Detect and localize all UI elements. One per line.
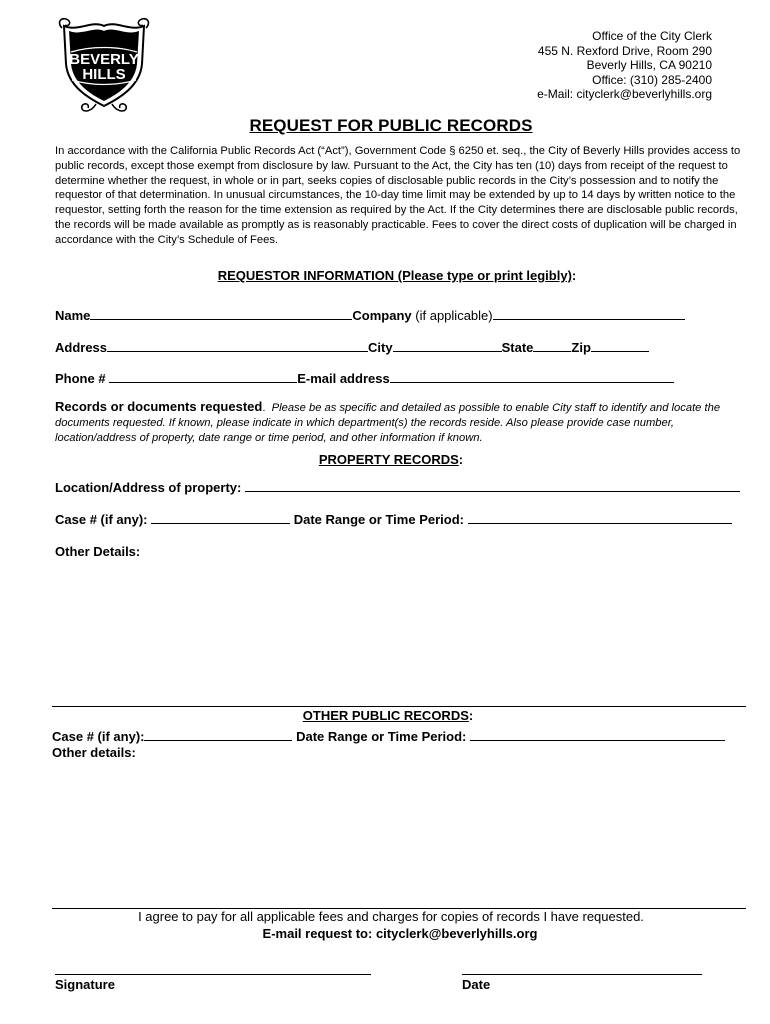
fee-agreement: I agree to pay for all applicable fees and charges for copies of records I have requested. [138,909,644,924]
other-date-label: Date Range or Time Period: [296,729,467,744]
location-row [55,479,740,495]
office-address [537,29,712,102]
location-field[interactable] [245,479,740,492]
name-label: Name [55,308,91,323]
other-details-field[interactable] [52,764,744,900]
state-label: State [501,340,534,355]
office-street: 455 N. Rexford Drive, Room 290 [537,43,712,58]
logo-text-hills: HILLS [82,66,126,83]
signature-label: Signature [55,977,115,992]
name-company-row [55,307,685,323]
company-field[interactable] [493,307,685,320]
address-field[interactable] [107,339,368,352]
company-note: (if applicable) [415,308,493,323]
phone-label: Phone # [55,371,106,386]
beverly-hills-logo [56,16,152,116]
other-case-date-row [52,728,725,744]
property-other-details-field[interactable] [55,566,745,700]
office-city: Beverly Hills, CA 90210 [586,58,712,72]
property-case-field[interactable] [151,511,290,524]
address-row [55,339,649,355]
state-field[interactable] [533,339,571,352]
property-date-field[interactable] [468,511,732,524]
address-label: Address [55,340,108,355]
other-case-label: Case # (if any): [52,729,145,744]
other-case-field[interactable] [144,728,292,741]
page-title: REQUEST FOR PUBLIC RECORDS [249,116,533,135]
property-case-label: Case # (if any): [55,512,148,527]
records-requested-text: Please be as specific and detailed as possible to enable City staff to identify and locate the documents requested. If known, please indicate in which department(s) the records reside. Also please provide case number, location/address of property, date range or time period, and other information if known. [55,402,721,444]
date-label: Date [462,977,491,992]
other-records-heading: OTHER PUBLIC RECORDS: [302,708,474,723]
email-request: E-mail request to: cityclerk@beverlyhills.org [262,926,538,941]
records-requested-label: Records or documents requested [55,399,263,414]
intro-paragraph: In accordance with the California Public Records Act (“Act”), Government Code § 6250 et. seq., the City of Beverly Hills provides access to public records, except those exempt from disclosure by law. Pursuant to the Act, the City has ten (10) days from receipt of the request to determine whether the request, in whole or in part, seeks copies of disclosable public records in the City’s possession and to notify the requestor of that determination. In unusual circumstances, the 10-day time limit may be extended by up to 14 days by written notice to the requestor, setting forth the reason for the time extension as required by the Act. If the City determines there are disclosable public records, the records will be made available as promptly as is reasonably practicable. Fees to cover the direct costs of duplication will be charged in accordance with the City’s Schedule of Fees. [55,145,741,246]
date-field[interactable] [462,974,702,975]
divider [52,706,746,707]
company-label: Company [352,308,412,323]
property-case-date-row [55,511,732,527]
city-label: City [368,340,393,355]
name-field[interactable] [90,307,352,320]
other-details-label: Other details: [52,745,136,760]
phone-email-row [55,370,674,386]
records-requested-paragraph: Records or documents requested. Please be as specific and detailed as possible to enable City staff to identify and locate the documents requested. If known, please indicate in which department(s) the records reside. Also please provide case number, location/address of property, date range or time period, and other information if known. [55,399,721,444]
phone-field[interactable] [109,370,297,383]
property-records-heading: PROPERTY RECORDS: [318,452,464,467]
email-label: E-mail address [297,371,390,386]
other-date-field[interactable] [470,728,725,741]
email-field[interactable] [390,370,674,383]
property-other-details-label: Other Details: [55,544,141,559]
logo-text-beverly: BEVERLY [69,51,139,68]
city-field[interactable] [393,339,502,352]
zip-field[interactable] [591,339,649,352]
zip-label: Zip [571,340,591,355]
office-phone: Office: (310) 285-2400 [592,72,712,87]
requestor-heading: REQUESTOR INFORMATION (Please type or print legibly): [217,268,577,283]
signature-field[interactable] [55,974,371,975]
office-email: e-Mail: cityclerk@beverlyhills.org [537,87,712,101]
property-date-label: Date Range or Time Period: [293,512,464,527]
office-name: Office of the City Clerk [592,29,712,43]
location-label: Location/Address of property: [55,480,242,495]
